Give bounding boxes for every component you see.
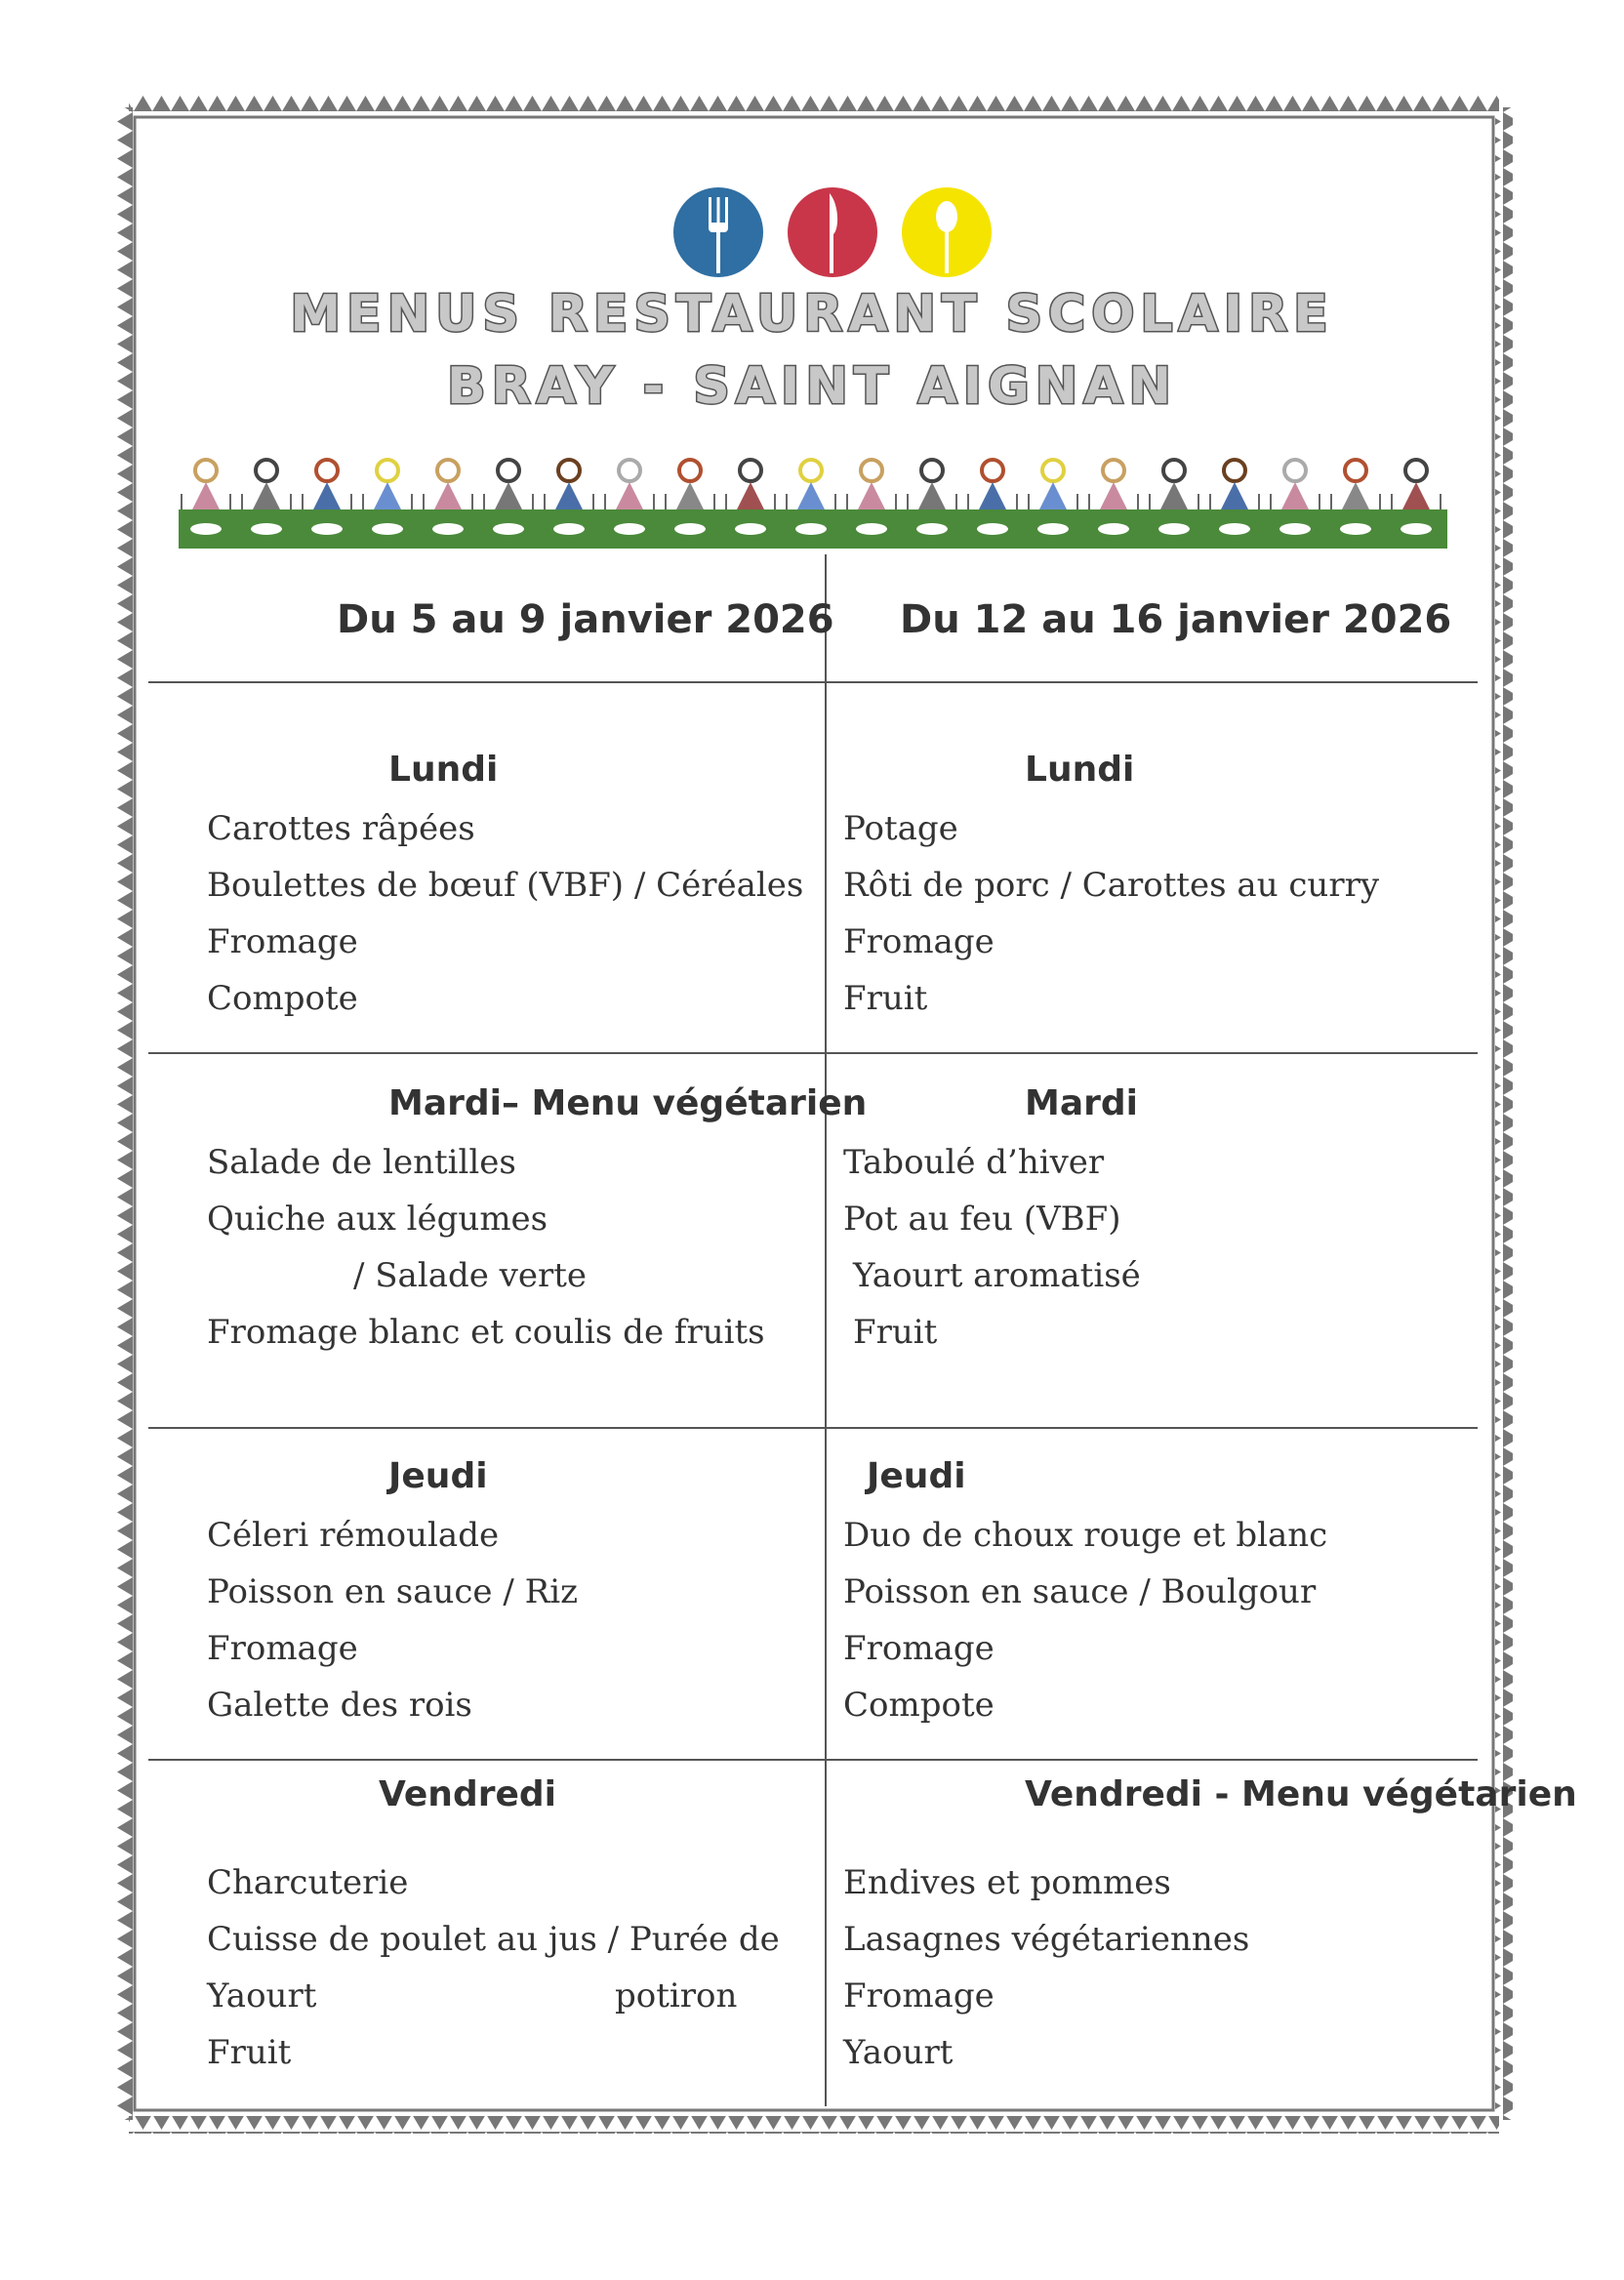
dish: Pot au feu (VBF) xyxy=(843,1200,1121,1239)
dish: Fruit xyxy=(853,1313,938,1352)
week-1-header: Du 5 au 9 janvier 2026 xyxy=(337,597,834,642)
dish: Poisson en sauce / Riz xyxy=(207,1572,578,1611)
day-label: Vendredi xyxy=(379,1774,556,1814)
dish: Carottes râpées xyxy=(207,809,475,848)
day-label: Mardi xyxy=(1025,1083,1138,1123)
cutlery-logo xyxy=(671,185,994,279)
dish: Compote xyxy=(843,1686,995,1725)
column-divider xyxy=(825,554,827,2106)
dish: Fromage xyxy=(843,922,995,961)
row-divider xyxy=(148,1052,1478,1054)
day-label: Lundi xyxy=(1025,750,1135,790)
dish: Duo de choux rouge et blanc xyxy=(843,1516,1328,1555)
day-label: Jeudi xyxy=(867,1456,966,1496)
dish: Potage xyxy=(843,809,958,848)
dish: Rôti de porc / Carottes au curry xyxy=(843,866,1380,905)
row-divider xyxy=(148,1759,1478,1761)
dish: Fromage xyxy=(843,1976,995,2015)
dish: Yaourt xyxy=(843,2033,954,2072)
dish: Fromage xyxy=(207,1629,358,1668)
dish: potiron xyxy=(615,1976,738,2015)
week-2-header: Du 12 au 16 janvier 2026 xyxy=(900,597,1452,642)
page-subtitle: BRAY - SAINT AIGNAN xyxy=(446,357,1178,416)
dish: Lasagnes végétariennes xyxy=(843,1920,1250,1959)
dish: Fromage xyxy=(843,1629,995,1668)
dish: Endives et pommes xyxy=(843,1863,1171,1902)
dish: Compote xyxy=(207,979,358,1018)
children-banner-illustration xyxy=(179,455,1447,549)
day-label: Lundi xyxy=(388,750,499,790)
dish: Céleri rémoulade xyxy=(207,1516,500,1555)
dish: Yaourt aromatisé xyxy=(853,1256,1141,1295)
day-label: Mardi– Menu végétarien xyxy=(388,1083,868,1123)
page-title: MENUS RESTAURANT SCOLAIRE xyxy=(290,285,1334,344)
header-divider xyxy=(148,681,1478,683)
dish: Taboulé d’hiver xyxy=(843,1143,1105,1182)
dish: / Salade verte xyxy=(353,1256,588,1295)
dish: Yaourt xyxy=(207,1976,317,2015)
dish: Cuisse de poulet au jus / Purée de xyxy=(207,1920,780,1959)
dish: Fromage xyxy=(207,922,358,961)
dish: Poisson en sauce / Boulgour xyxy=(843,1572,1317,1611)
dish: Quiche aux légumes xyxy=(207,1200,548,1239)
dish: Charcuterie xyxy=(207,1863,409,1902)
dish: Fruit xyxy=(843,979,928,1018)
dish: Galette des rois xyxy=(207,1686,472,1725)
day-label: Vendredi - Menu végétarien xyxy=(1025,1774,1577,1814)
day-label: Jeudi xyxy=(388,1456,488,1496)
dish: Boulettes de bœuf (VBF) / Céréales xyxy=(207,866,804,905)
dish: Salade de lentilles xyxy=(207,1143,516,1182)
dish: Fruit xyxy=(207,2033,292,2072)
dish: Fromage blanc et coulis de fruits xyxy=(207,1313,765,1352)
row-divider xyxy=(148,1427,1478,1429)
